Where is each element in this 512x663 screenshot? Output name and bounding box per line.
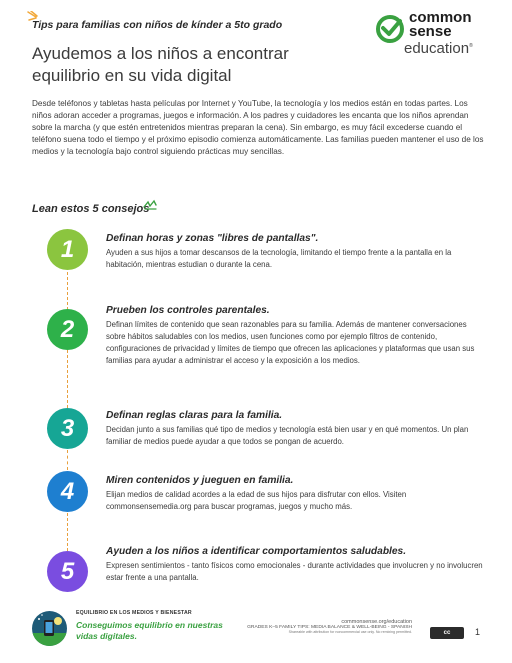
footer-grades: GRADES K–5 FAMILY TIPS: MEDIA BALANCE & WELL-BEING - SPANISH	[247, 625, 412, 630]
logo-line-education	[404, 40, 473, 57]
creative-commons-badge: cc	[430, 627, 464, 639]
tip-title: Prueben los controles parentales.	[106, 305, 270, 316]
logo-line-common: common	[409, 9, 472, 26]
tip-number-badge: 1	[47, 229, 88, 270]
connector-line	[67, 450, 68, 470]
page-title: Ayudemos a los niños a encontrar equilibrio en su vida digital	[32, 44, 289, 85]
tip-body: Definan límites de contenido que sean razonables para su familia. Además de mantener conversaciones sobre hábitos saludables con los medios, usen funciones como por ejemplo filtros de contenido, configuraciones de privacidad y límites de tiempo que ofrecen las aplicaciones y plataformas que usan sus familias para ayudar a administrar el acceso y la exposición a los medios.	[106, 320, 475, 365]
tip-body: Decidan junto a sus familias qué tipo de medios y tecnología está bien usar y en qué momentos. Un plan familiar de medios puede ayudar a que todos se pongan de acuerdo.	[106, 425, 469, 446]
tip-title: Definan reglas claras para la familia.	[106, 410, 283, 421]
tip-body: Expresen sentimientos - tanto físicos como emocionales - durante actividades que involucren y no involucren estar frente a una pantalla.	[106, 561, 483, 582]
connector-line	[67, 513, 68, 551]
logo-wordmark	[409, 11, 472, 39]
connector-line	[67, 272, 68, 310]
footer-url: commonsense.org/education	[341, 619, 412, 625]
tip-body: Ayuden a sus hijos a tomar descansos de la tecnología, limitando el tiempo frente a la pantalla en la habitación, mientras estudian o durante la cena.	[106, 248, 452, 269]
footer-slogan: Conseguimos equilibrio en nuestras vidas digitales.	[76, 620, 223, 641]
tip-item	[106, 304, 486, 367]
tip-item	[106, 232, 486, 271]
media-balance-icon	[32, 611, 67, 646]
tagline: Tips para familias con niños de kínder a 5to grado	[32, 19, 283, 31]
connector-line	[67, 350, 68, 408]
tip-title: Definan horas y zonas "libres de pantallas".	[106, 233, 319, 244]
tip-title: Ayuden a los niños a identificar comportamientos saludables.	[106, 546, 407, 557]
tip-number-badge: 4	[47, 471, 88, 512]
tip-title: Miren contenidos y jueguen en familia.	[106, 475, 294, 486]
squiggle-icon	[142, 198, 158, 210]
logo-registered-mark: ®	[469, 43, 473, 49]
intro-paragraph: Desde teléfonos y tabletas hasta películas por Internet y YouTube, la tecnología y los medios están en todas partes. Los niños adoran acceder a programas, juegos e información. A los padres y cuidadores les encanta que los niños aprendan sobre la marcha (y que estén entretenidos mientras preparan la cena). Sin embargo, es muy fácil excederse cuando el teléfono suena todo el tiempo y el próximo episodio comienza automáticamente. Las familias pueden mantener el uso de los medios y la tecnología bajo control siguiendo prácticas muy sencillas.	[32, 99, 484, 156]
footer-credits	[200, 619, 412, 634]
tip-body: Elijan medios de calidad acordes a la edad de sus hijos para disfrutar con ellos. Visiten commonsensemedia.org para buscar programas, juegos y mucho más.	[106, 490, 407, 511]
logo-line-sense: sense	[409, 23, 452, 40]
tip-item	[106, 545, 486, 584]
tip-item	[106, 409, 486, 448]
footer-category: EQUILIBRIO EN LOS MEDIOS Y BIENESTAR	[76, 610, 192, 616]
page-number: 1	[475, 627, 481, 637]
footer-license: Shareable with attribution for noncommercial use only. No remixing permitted.	[288, 630, 412, 634]
tip-number-badge: 5	[47, 551, 88, 592]
section-heading: Lean estos 5 consejos	[32, 203, 150, 215]
logo-education-text: education	[404, 40, 470, 57]
tip-item	[106, 474, 486, 513]
tip-number-badge: 2	[47, 309, 88, 350]
tip-number-badge: 3	[47, 408, 88, 449]
